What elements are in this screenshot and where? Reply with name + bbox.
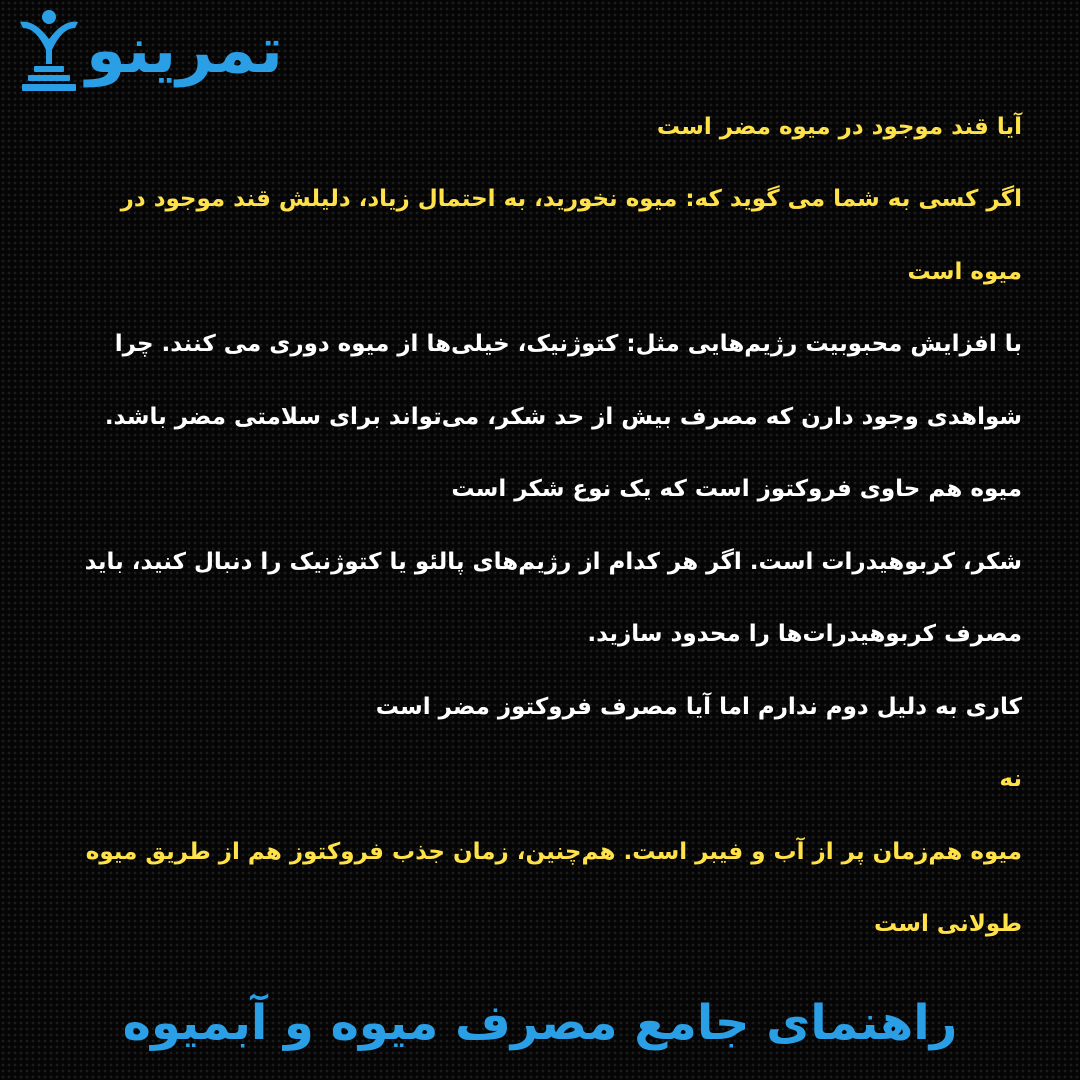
fructose-paragraph: میوه هم حاوی فروکتوز است که یک نوع شکر است [451,476,1022,502]
footer-title: راهنمای جامع مصرف میوه و آبمیوه [122,995,958,1051]
second-question-paragraph: کاری به دلیل دوم ندارم اما آیا مصرف فروکتوز مضر است [375,693,1022,720]
trophy-icon [14,8,84,94]
question-heading: آیا قند موجود در میوه مضر است [656,114,1022,140]
keto-paragraph: با افزایش محبوبیت رژیم‌هایی مثل: کتوژنیک، خیلی‌ها از میوه دوری می کنند. چرا شواهدی وجود دارن که مصرف بیش از حد شکر، می‌تواند برای سلامتی مضر باشد. [104,331,1022,430]
carbohydrate-paragraph: شکر، کربوهیدرات است. اگر هر کدام از رژیم‌های پالئو یا کتوژنیک را دنبال کنید، باید مصرف کربوهیدرات‌ها را محدود سازید. [84,548,1022,647]
article-body [80,92,1022,961]
answer-no: نه [999,766,1022,792]
brand-wordmark: تمرینو [86,14,284,88]
intro-paragraph: اگر کسی به شما می گوید که: میوه نخورید، به احتمال زیاد، دلیلش قند موجود در میوه است [120,186,1022,285]
brand-logo [14,8,434,94]
fiber-paragraph: میوه هم‌زمان پر از آب و فیبر است. هم‌چنین، زمان جذب فروکتوز هم از طریق میوه طولانی است [85,838,1022,937]
